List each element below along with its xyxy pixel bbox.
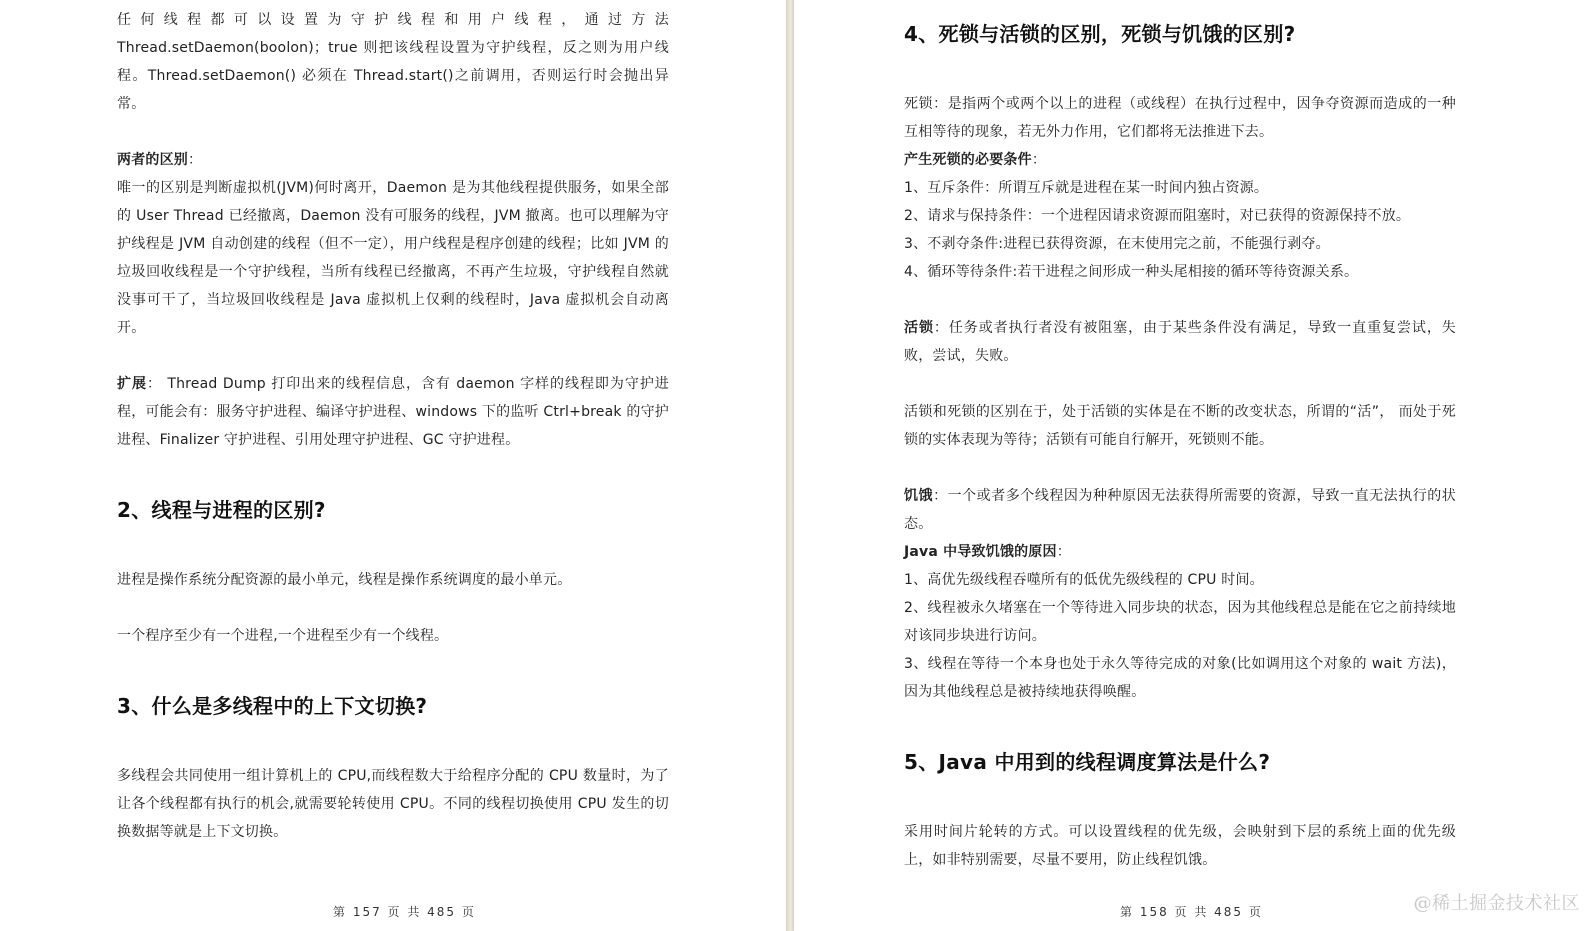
page-158-footer: 第 158 页 共 485 页	[1120, 905, 1263, 919]
page-157-content	[117, 6, 669, 846]
daemon-intro-paragraph: 任何线程都可以设置为守护线程和用户线程，通过方法 Thread.setDaemon(boolon)；true 则把该线程设置为守护线程，反之则为用户线程。Thread.setDaemon() 必须在 Thread.start()之前调用，否则运行时会抛出异常。	[117, 12, 669, 112]
starvation-causes-colon: ：	[1056, 544, 1071, 560]
deadlock-conditions-colon: ：	[1031, 152, 1047, 168]
deadlock-conditions-label: 产生死锁的必要条件	[904, 152, 1032, 168]
section-3-heading: 3、什么是多线程中的上下文切换?	[117, 694, 428, 718]
section-2-heading: 2、线程与进程的区别?	[117, 498, 326, 522]
livelock-label: 活锁	[904, 320, 934, 336]
starvation-causes-label: Java 中导致饥饿的原因	[904, 544, 1057, 560]
deadlock-condition-item: 2、请求与保持条件：一个进程因请求资源而阻塞时，对已获得的资源保持不放。	[904, 208, 1411, 224]
page-divider	[786, 0, 794, 931]
daemon-difference-heading	[117, 146, 669, 174]
page-158	[794, 0, 1588, 931]
section-2-paragraph-2: 一个程序至少有一个进程,一个进程至少有一个线程。	[117, 628, 449, 644]
starvation-text: ：一个或者多个线程因为种种原因无法获得所需要的资源，导致一直无法执行的状态。	[904, 488, 1456, 532]
starvation-cause-item: 1、高优先级线程吞噬所有的低优先级线程的 CPU 时间。	[904, 572, 1264, 588]
livelock-paragraph	[904, 314, 1456, 370]
page-157	[0, 0, 786, 931]
starvation-paragraph	[904, 482, 1456, 538]
section-3-paragraph: 多线程会共同使用一组计算机上的 CPU,而线程数大于给程序分配的 CPU 数量时，为了让各个线程都有执行的机会,就需要轮转使用 CPU。不同的线程切换使用 CPU 发生的切换数据等就是上下文切换。	[117, 768, 669, 840]
daemon-difference-colon: ：	[188, 152, 203, 168]
starvation-cause-item: 3、线程在等待一个本身也处于永久等待完成的对象(比如调用这个对象的 wait 方法)，因为其他线程总是被持续地获得唤醒。	[904, 656, 1456, 700]
extension-label: 扩展	[117, 376, 147, 392]
section-5-paragraph: 采用时间片轮转的方式。可以设置线程的优先级，会映射到下层的系统上面的优先级上，如非特别需要，尽量不要用，防止线程饥饿。	[904, 824, 1456, 868]
starvation-cause-item: 2、线程被永久堵塞在一个等待进入同步块的状态，因为其他线程总是能在它之前持续地对该同步块进行访问。	[904, 600, 1456, 644]
section-4-heading: 4、死锁与活锁的区别，死锁与饥饿的区别?	[904, 22, 1296, 46]
watermark: @稀土掘金技术社区	[1413, 893, 1580, 914]
livelock-vs-deadlock-paragraph: 活锁和死锁的区别在于，处于活锁的实体是在不断的改变状态，所谓的“活”， 而处于死锁的实体表现为等待；活锁有可能自行解开，死锁则不能。	[904, 404, 1456, 448]
daemon-difference-label: 两者的区别	[117, 152, 188, 168]
starvation-causes-heading	[904, 538, 1456, 566]
deadlock-conditions-heading	[904, 146, 1456, 174]
extension-paragraph	[117, 370, 669, 454]
section-5-heading: 5、Java 中用到的线程调度算法是什么?	[904, 750, 1271, 774]
starvation-label: 饥饿	[904, 488, 934, 504]
page-158-content	[904, 6, 1456, 874]
livelock-text: ：任务或者执行者没有被阻塞，由于某些条件没有满足，导致一直重复尝试，失败，尝试，失败。	[904, 320, 1457, 364]
deadlock-condition-item: 4、循环等待条件:若干进程之间形成一种头尾相接的循环等待资源关系。	[904, 264, 1359, 280]
deadlock-condition-item: 3、不剥夺条件:进程已获得资源，在末使用完之前，不能强行剥夺。	[904, 236, 1330, 252]
deadlock-condition-item: 1、互斥条件：所谓互斥就是进程在某一时间内独占资源。	[904, 180, 1269, 196]
deadlock-definition: 死锁：是指两个或两个以上的进程（或线程）在执行过程中，因争夺资源而造成的一种互相等待的现象，若无外力作用，它们都将无法推进下去。	[904, 96, 1456, 140]
page-157-footer: 第 157 页 共 485 页	[333, 905, 476, 919]
extension-text: ： Thread Dump 打印出来的线程信息，含有 daemon 字样的线程即为守护进程，可能会有：服务守护进程、编译守护进程、windows 下的监听 Ctrl+break 的守护进程、Finalizer 守护进程、引用处理守护进程、GC 守护进程。	[117, 376, 669, 448]
section-2-paragraph-1: 进程是操作系统分配资源的最小单元，线程是操作系统调度的最小单元。	[117, 572, 572, 588]
daemon-difference-paragraph: 唯一的区别是判断虚拟机(JVM)何时离开，Daemon 是为其他线程提供服务，如果全部的 User Thread 已经撤离，Daemon 没有可服务的线程，JVM 撤离。也可以理解为守护线程是 JVM 自动创建的线程（但不一定），用户线程是程序创建的线程；比如 JVM 的垃圾回收线程是一个守护线程，当所有线程已经撤离，不再产生垃圾，守护线程自然就没事可干了，当垃圾回收线程是 Java 虚拟机上仅剩的线程时，Java 虚拟机会自动离开。	[117, 180, 669, 336]
